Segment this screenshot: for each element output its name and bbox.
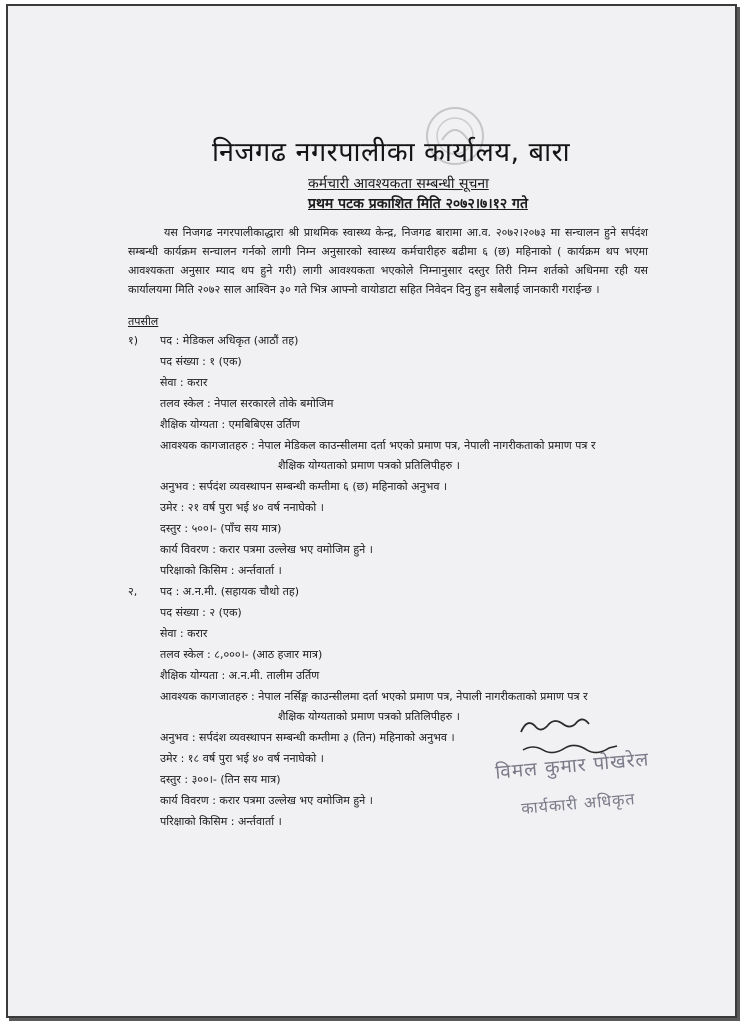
position-age: उमेर : २१ वर्ष पुरा भई ४० वर्ष ननाघेको । bbox=[160, 501, 324, 514]
position-work-details: कार्य विवरण : करार पत्रमा उल्लेख भए वमोजिम हुने । bbox=[160, 543, 373, 556]
position-salary: तलव स्केल : नेपाल सरकारले तोके बमोजिम bbox=[160, 397, 334, 410]
position-fee: दस्तुर : ३००।- (तिन सय मात्र) bbox=[160, 773, 281, 786]
position-exam-type: परिक्षाको किसिम : अर्न्तवार्ता । bbox=[160, 815, 282, 828]
officer-stamp-name: विमल कुमार पोखरेल bbox=[494, 748, 651, 784]
notice-subject: कर्मचारी आवश्यकता सम्बन्धी सूचना bbox=[308, 176, 489, 192]
position-exam-type: परिक्षाको किसिम : अर्न्तवार्ता । bbox=[160, 564, 282, 577]
office-title: निजगढ नगरपालीका कार्यालय, बारा bbox=[212, 137, 571, 168]
position-service: सेवा : करार bbox=[160, 627, 208, 640]
position-number: १) bbox=[128, 334, 139, 347]
position-experience: अनुभव : सर्पदंश व्यवस्थापन सम्बन्धी कम्तीमा ६ (छ) महिनाको अनुभव । bbox=[160, 480, 448, 493]
position-count: पद संख्या : १ (एक) bbox=[160, 355, 242, 368]
position-documents-cont: शैक्षिक योग्यताको प्रमाण पत्रको प्रतिलिपीहरु । bbox=[278, 459, 460, 472]
position-service: सेवा : करार bbox=[160, 376, 208, 389]
position-documents: आवश्यक कागजातहरु : नेपाल मेडिकल काउन्सीलमा दर्ता भएको प्रमाण पत्र, नेपाली नागरीकताको प्रमाण पत्र र bbox=[160, 439, 596, 452]
position-qualification: शैक्षिक योग्यता : अ.न.मी. तालीम उर्तिण bbox=[160, 669, 320, 682]
position-title: पद : मेडिकल अधिकृत (आठौं तह) bbox=[160, 334, 299, 347]
position-salary: तलव स्केल : ८,०००।- (आठ हजार मात्र) bbox=[160, 648, 323, 661]
position-count: पद संख्या : २ (एक) bbox=[160, 606, 242, 619]
position-work-details: कार्य विवरण : करार पत्रमा उल्लेख भए वमोजिम हुने । bbox=[160, 794, 373, 807]
details-heading: तपसील bbox=[128, 315, 159, 328]
position-age: उमेर : १८ वर्ष पुरा भई ४० वर्ष ननाघेको । bbox=[160, 752, 324, 765]
position-experience: अनुभव : सर्पदंश व्यवस्थापन सम्बन्धी कम्तीमा ३ (तिन) महिनाको अनुभव । bbox=[160, 731, 455, 744]
position-fee: दस्तुर : ५००।- (पाँच सय मात्र) bbox=[160, 522, 282, 535]
document-page bbox=[6, 4, 737, 1018]
position-title: पद : अ.न.मी. (सहायक चौथो तह) bbox=[160, 585, 300, 598]
publication-date: प्रथम पटक प्रकाशित मिति २०७२।७।१२ गते bbox=[308, 196, 528, 212]
position-qualification: शैक्षिक योग्यता : एमबिबिएस उर्तिण bbox=[160, 418, 300, 431]
position-documents: आवश्यक कागजातहरु : नेपाल नर्सिङ्ग काउन्सीलमा दर्ता भएको प्रमाण पत्र, नेपाली नागरीकताको प्रमाण पत्र र bbox=[160, 690, 588, 703]
officer-stamp-role: कार्यकारी अधिकृत bbox=[520, 789, 637, 818]
position-documents-cont: शैक्षिक योग्यताको प्रमाण पत्रको प्रतिलिपीहरु । bbox=[278, 710, 460, 723]
intro-paragraph: यस निजगढ नगरपालीकाद्धारा श्री प्राथमिक स्वास्थ्य केन्द्र, निजगढ बारामा आ.व. २०७२।२०७३ मा सन्चालन हुने सर्पदंश सम्बन्धी कार्यक्रम सन्चालन गर्नको लागी निम्न अनुसारको स्वास्थ्य कर्मचारीहरु बढीमा ६ (छ) महिनाको ( कार्यक्रम थप भएमा आवश्यकता अनुसार म्याद थप हुने गरी) लागी आवश्यकता भएकोले निम्नानुसार दस्तुर तिरी निम्न शर्तको अधिनमा रही यस कार्यालयमा मिति २०७२ साल आश्विन ३० गते भित्र आफ्नो वायोडाटा सहित निवेदन दिनु हुन सबैलाई जानकारी गराईन्छ । bbox=[128, 226, 648, 296]
position-number: २, bbox=[128, 585, 138, 598]
